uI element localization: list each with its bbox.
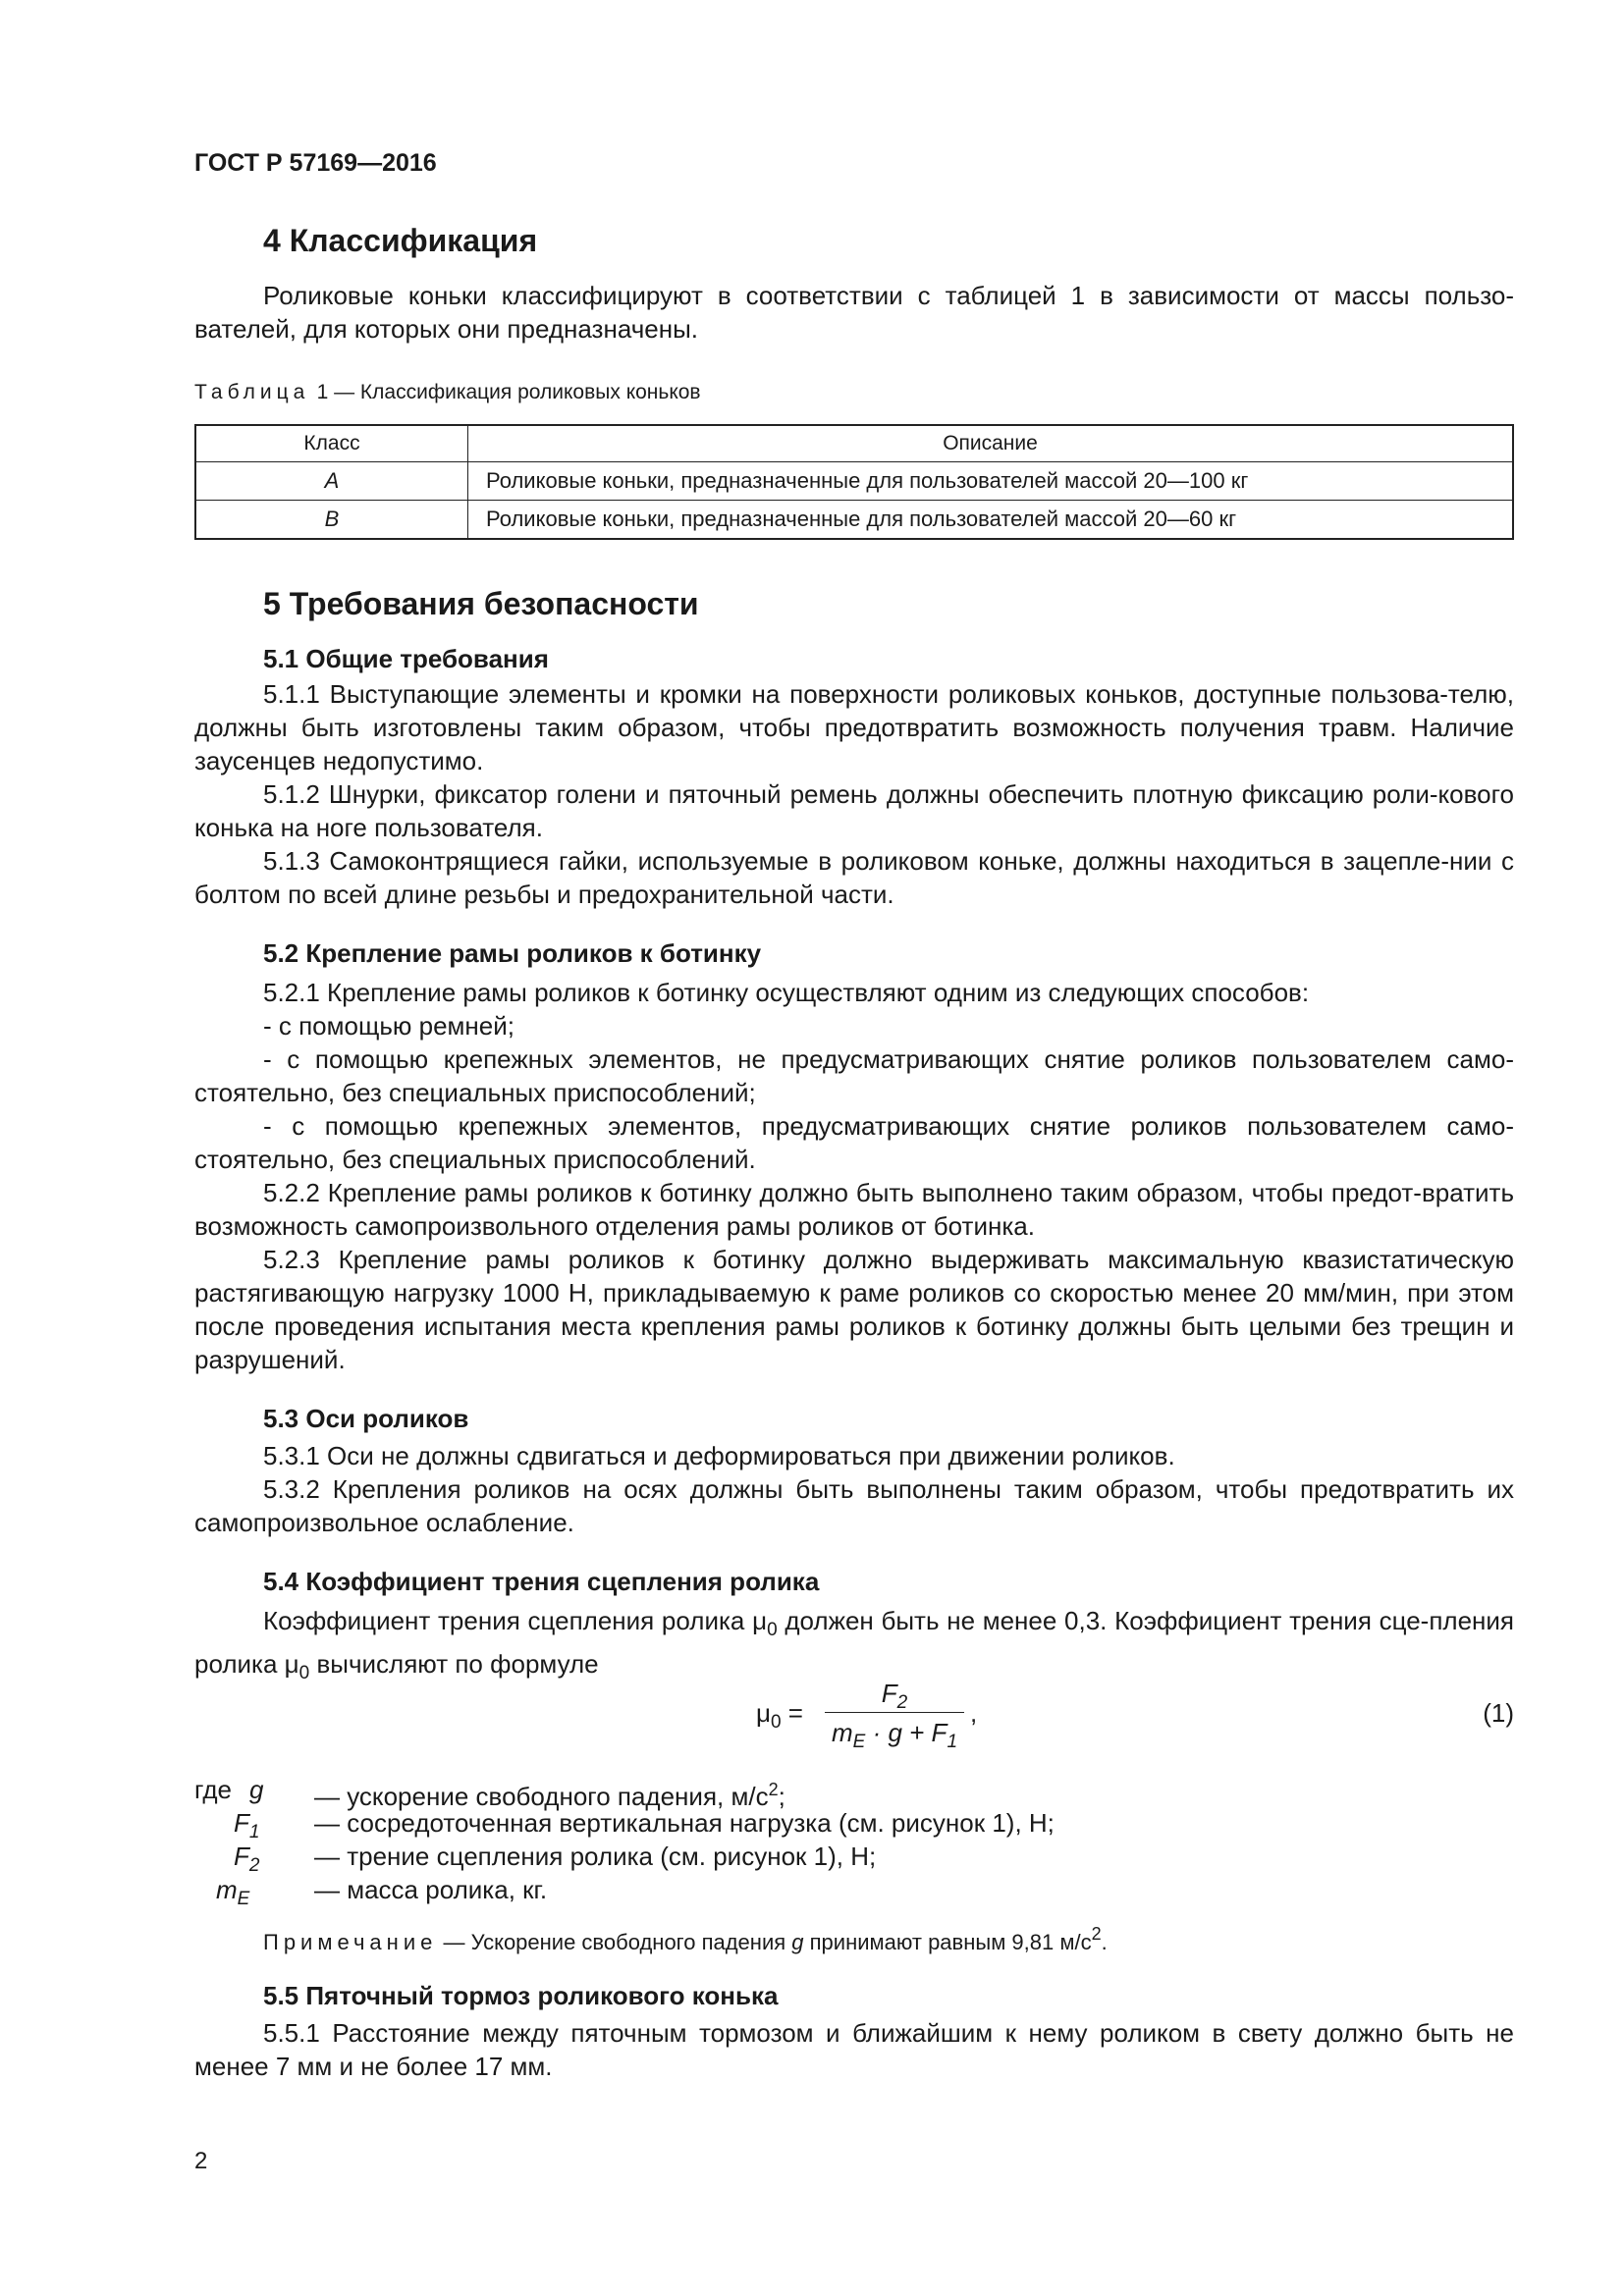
document-page [194,0,1514,2296]
table-header-description: Описание [468,425,1514,462]
section-5-title: 5 Требования безопасности [263,586,699,621]
formula-numerator: $F_2$ [881,1679,908,1713]
section-5-3-title: 5.3 Оси роликов [263,1404,469,1433]
table-cell-class: А [195,462,468,501]
formula-fraction [821,1675,968,1752]
paragraph-5-2-1: 5.2.1 Крепление рамы роликов к ботинку осуществляют одним из следующих способов: [263,978,1310,1007]
paragraph-5-1-3: 5.1.3 Самоконтрящиеся гайки, используемые в роликовом коньке, должны находиться в зацепле-нии с болтом по всей длине резьбы и предохранительной части. [194,846,1514,909]
definition-row [194,1773,1176,1811]
classification-table [194,424,1514,540]
table-cell-class: В [195,501,468,540]
paragraph-5-2-2: 5.2.2 Крепление рамы роликов к ботинку должно быть выполнено таким образом, чтобы предот-вратить возможность самопроизвольного отделения рамы роликов от ботинка. [194,1178,1514,1241]
definition-row [194,1840,1176,1876]
section-5-4-title: 5.4 Коэффициент трения сцепления ролика [263,1567,820,1596]
formula-1 [194,1675,1514,1763]
section-5-1-title: 5.1 Общие требования [263,644,549,673]
table-header-row [195,425,1513,462]
definition-symbol: g [249,1775,264,1804]
definition-text: — трение сцепления ролика (см. рисунок 1), Н; [314,1842,877,1871]
note: Примечание — Ускорение свободного падения g принимают равным 9,81 $м/с^2$. [263,1924,1108,1954]
table-cell-description: Роликовые коньки, предназначенные для пользователей массой 20—100 кг [468,462,1514,501]
list-item: - с помощью ремней; [263,1011,515,1041]
formula-comma: , [970,1698,978,1728]
section-5-2-title: 5.2 Крепление рамы роликов к ботинку [263,938,762,968]
paragraph-5-3-2: 5.3.2 Крепления роликов на осях должны быть выполнены таким образом, чтобы предотвратить их самопроизвольное ослабление. [194,1474,1514,1537]
page-number: 2 [194,2148,208,2174]
where-label: где [194,1775,232,1804]
definition-symbol: $m_E$ [216,1875,250,1909]
paragraph-5-5-1: 5.5.1 Расстояние между пяточным тормозом и ближайшим к нему роликом в свету должно быть не менее 7 мм и не более 17 мм. [194,2018,1514,2081]
formula-number: (1) [1483,1698,1514,1728]
paragraph-5-4: Коэффициент трения сцепления ролика $\mu_0$ должен быть не менее 0,3. Коэффициент трения сце-пления ролика $\mu_0$ вычисляют по формуле [194,1606,1514,1683]
section-5-5-title: 5.5 Пяточный тормоз роликового конька [263,1981,779,2010]
table-1-caption [194,373,1514,409]
table-caption-text: 1 — Классификация роликовых коньков [316,381,701,403]
table-header-class: Класс [195,425,468,462]
section-4-title: 4 Классификация [263,223,538,258]
definition-row [194,1806,1176,1840]
paragraph-5-1-2: 5.1.2 Шнурки, фиксатор голени и пяточный ремень должны обеспечить плотную фиксацию роли-кового конька на ноге пользователя. [194,779,1514,842]
table-caption-label: Таблица [194,381,310,403]
definition-text: — сосредоточенная вертикальная нагрузка (см. рисунок 1), Н; [314,1808,1055,1838]
formula-lhs: $\mu_0$ = [756,1698,803,1733]
definition-text: — ускорение свободного падения, $м/с^2$; [314,1780,785,1811]
paragraph-5-2-3: 5.2.3 Крепление рамы роликов к ботинку должно выдерживать максимальную квазистатическую растягивающую нагрузку 1000 Н, прикладываемую к раме роликов со скоростью менее 20 мм/мин, при этом после проведения испытания места крепления рамы роликов к ботинку должны быть целыми без трещин и разрушений. [194,1245,1514,1374]
definition-row [194,1873,1176,1909]
table-row [195,462,1513,501]
symbol-definitions [194,1773,1176,1909]
paragraph-5-1-1: 5.1.1 Выступающие элементы и кромки на поверхности роликовых коньков, доступные пользова-телю, должны быть изготовлены таким образом, чтобы предотвратить возможность получения травм. Наличие заусенцев недопустимо. [194,679,1514,775]
list-item: - с помощью крепежных элементов, предусматривающих снятие роликов пользователем само-стоятельно, без специальных приспособлений. [194,1111,1514,1174]
paragraph-5-3-1: 5.3.1 Оси не должны сдвигаться и деформироваться при движении роликов. [263,1441,1175,1470]
definition-text: — масса ролика, кг. [314,1875,548,1904]
document-header: ГОСТ Р 57169—2016 [194,149,437,177]
formula-denominator: $m_E \cdot g + F_1$ [831,1718,958,1752]
section-4-paragraph: Роликовые коньки классифицируют в соответствии с таблицей 1 в зависимости от массы пользо-вателей, для которых они предназначены. [194,281,1514,344]
definition-symbol: $F_2$ [234,1842,260,1876]
list-item: - с помощью крепежных элементов, не предусматривающих снятие роликов пользователем само-стоятельно, без специальных приспособлений; [194,1044,1514,1107]
definition-symbol: $F_1$ [234,1808,260,1842]
table-row [195,501,1513,540]
table-cell-description: Роликовые коньки, предназначенные для пользователей массой 20—60 кг [468,501,1514,540]
